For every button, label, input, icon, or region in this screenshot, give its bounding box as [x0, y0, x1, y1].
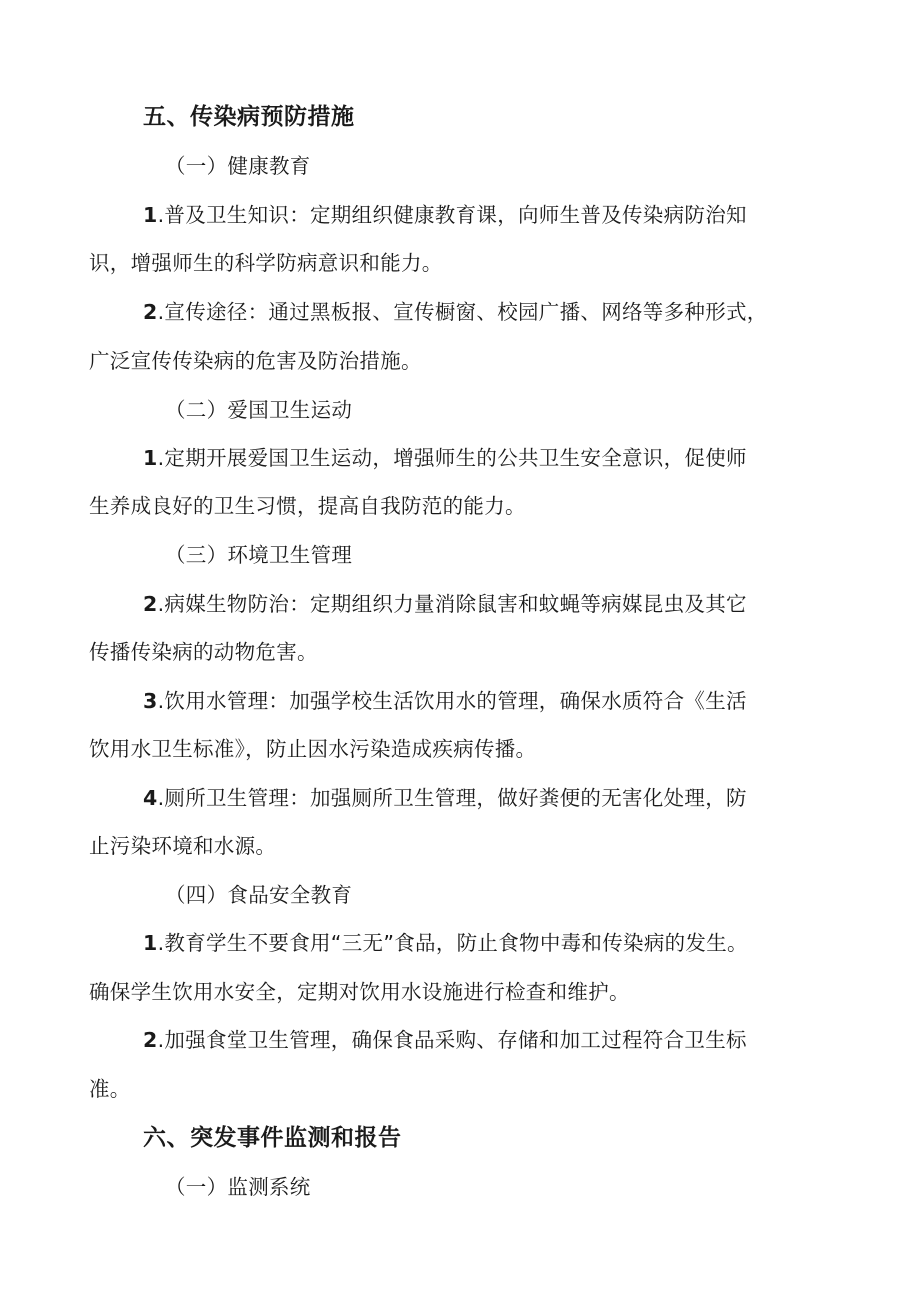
paragraph-line: 止污染环境和水源。: [89, 834, 277, 858]
paragraph-line: 确保学生饮用水安全，定期对饮用水设施进行检查和维护。: [89, 980, 630, 1004]
subsection-heading: （一）健康教育: [165, 154, 311, 178]
item-text: .厕所卫生管理：加强厕所卫生管理，做好粪便的无害化处理，防: [157, 786, 747, 810]
paragraph-line: [143, 929, 748, 957]
paragraph-line: 传播传染病的动物危害。: [89, 640, 318, 664]
item-text: .定期开展爱国卫生运动，增强师生的公共卫生安全意识，促使师: [157, 446, 747, 470]
item-text: .病媒生物防治：定期组织力量消除鼠害和蚊蝇等病媒昆虫及其它: [157, 592, 747, 616]
paragraph-line: [143, 590, 747, 618]
item-number: 1: [143, 931, 158, 955]
paragraph-line: [143, 1026, 747, 1054]
item-text: .教育学生不要食用“三无”食品，防止食物中毒和传染病的发生。: [157, 931, 748, 955]
section-heading: 五、传染病预防措施: [143, 104, 355, 130]
item-text: .宣传途径：通过黑板报、宣传橱窗、校园广播、网络等多种形式，: [157, 300, 768, 324]
item-number: 1: [143, 203, 158, 227]
section-heading: 六、突发事件监测和报告: [143, 1125, 402, 1151]
paragraph-line: [143, 298, 768, 326]
subsection-heading: （四）食品安全教育: [165, 883, 353, 907]
paragraph-line: [143, 687, 747, 715]
item-text: .饮用水管理：加强学校生活饮用水的管理，确保水质符合《生活: [157, 689, 747, 713]
paragraph-line: [143, 201, 747, 229]
item-text: .普及卫生知识：定期组织健康教育课，向师生普及传染病防治知: [157, 203, 747, 227]
paragraph-line: 识，增强师生的科学防病意识和能力。: [89, 251, 443, 275]
paragraph-line: [143, 784, 747, 812]
item-number: 2: [143, 1028, 158, 1052]
item-number: 4: [143, 786, 158, 810]
subsection-heading: （二）爱国卫生运动: [165, 398, 353, 422]
paragraph-line: 准。: [89, 1077, 131, 1101]
paragraph-line: [143, 444, 747, 472]
item-number: 3: [143, 689, 158, 713]
item-number: 2: [143, 300, 158, 324]
item-text: .加强食堂卫生管理，确保食品采购、存储和加工过程符合卫生标: [157, 1028, 747, 1052]
subsection-heading: （三）环境卫生管理: [165, 543, 353, 567]
paragraph-line: 饮用水卫生标准》，防止因水污染造成疾病传播。: [89, 737, 537, 761]
paragraph-line: 广泛宣传传染病的危害及防治措施。: [89, 349, 422, 373]
paragraph-line: 生养成良好的卫生习惯，提高自我防范的能力。: [89, 494, 526, 518]
item-number: 2: [143, 592, 158, 616]
subsection-heading: （一）监测系统: [165, 1175, 311, 1199]
item-number: 1: [143, 446, 158, 470]
